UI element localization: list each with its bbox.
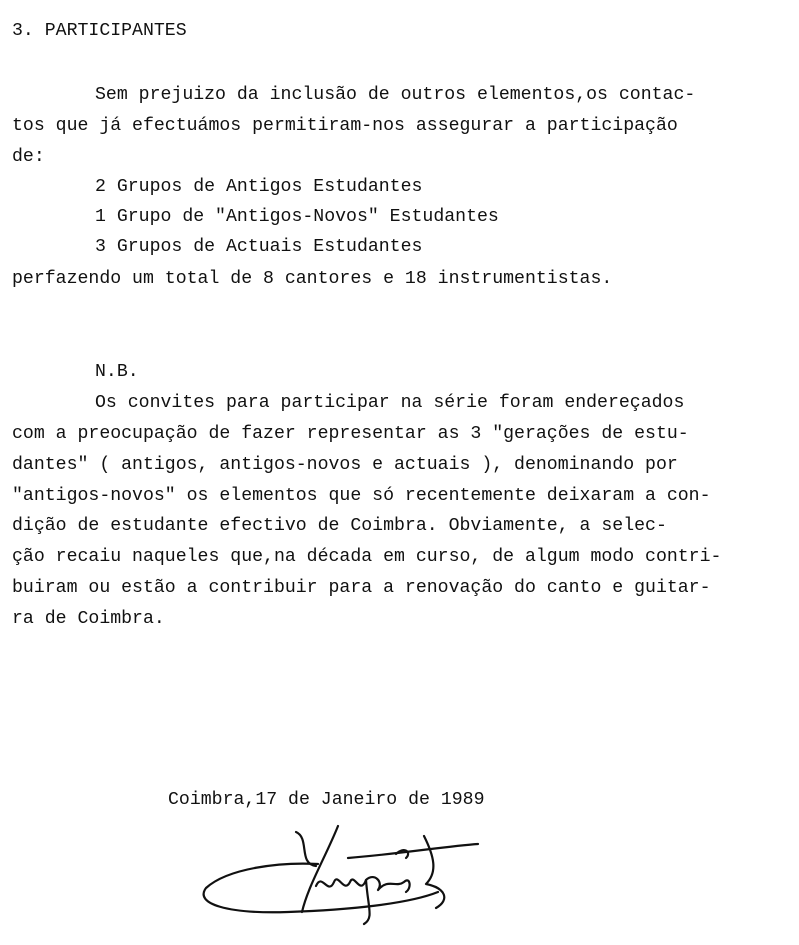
- group-item: 3 Grupos de Actuais Estudantes: [95, 237, 423, 257]
- place-date: Coimbra,17 de Janeiro de 1989: [168, 790, 485, 810]
- note-line: dantes" ( antigos, antigos-novos e actuais ), denominando por: [12, 455, 678, 475]
- note-line: dição de estudante efectivo de Coimbra. Obviamente, a selec-: [12, 516, 667, 536]
- handwritten-signature: [198, 816, 498, 926]
- section-heading: 3. PARTICIPANTES: [12, 21, 187, 41]
- note-line: Os convites para participar na série foram endereçados: [95, 393, 685, 413]
- note-label: N.B.: [95, 362, 139, 382]
- total-line: perfazendo um total de 8 cantores e 18 instrumentistas.: [12, 269, 613, 289]
- paragraph-line: tos que já efectuámos permitiram-nos assegurar a participação: [12, 116, 678, 136]
- group-item: 2 Grupos de Antigos Estudantes: [95, 177, 423, 197]
- note-line: ção recaiu naqueles que,na década em curso, de algum modo contri-: [12, 547, 722, 567]
- paragraph-line: Sem prejuizo da inclusão de outros elementos,os contac-: [95, 85, 696, 105]
- group-item: 1 Grupo de "Antigos-Novos" Estudantes: [95, 207, 499, 227]
- note-line: "antigos-novos" os elementos que só recentemente deixaram a con-: [12, 486, 711, 506]
- paragraph-line: de:: [12, 147, 45, 167]
- note-line: com a preocupação de fazer representar as 3 "gerações de estu-: [12, 424, 689, 444]
- note-line: buiram ou estão a contribuir para a renovação do canto e guitar-: [12, 578, 711, 598]
- note-line: ra de Coimbra.: [12, 609, 165, 629]
